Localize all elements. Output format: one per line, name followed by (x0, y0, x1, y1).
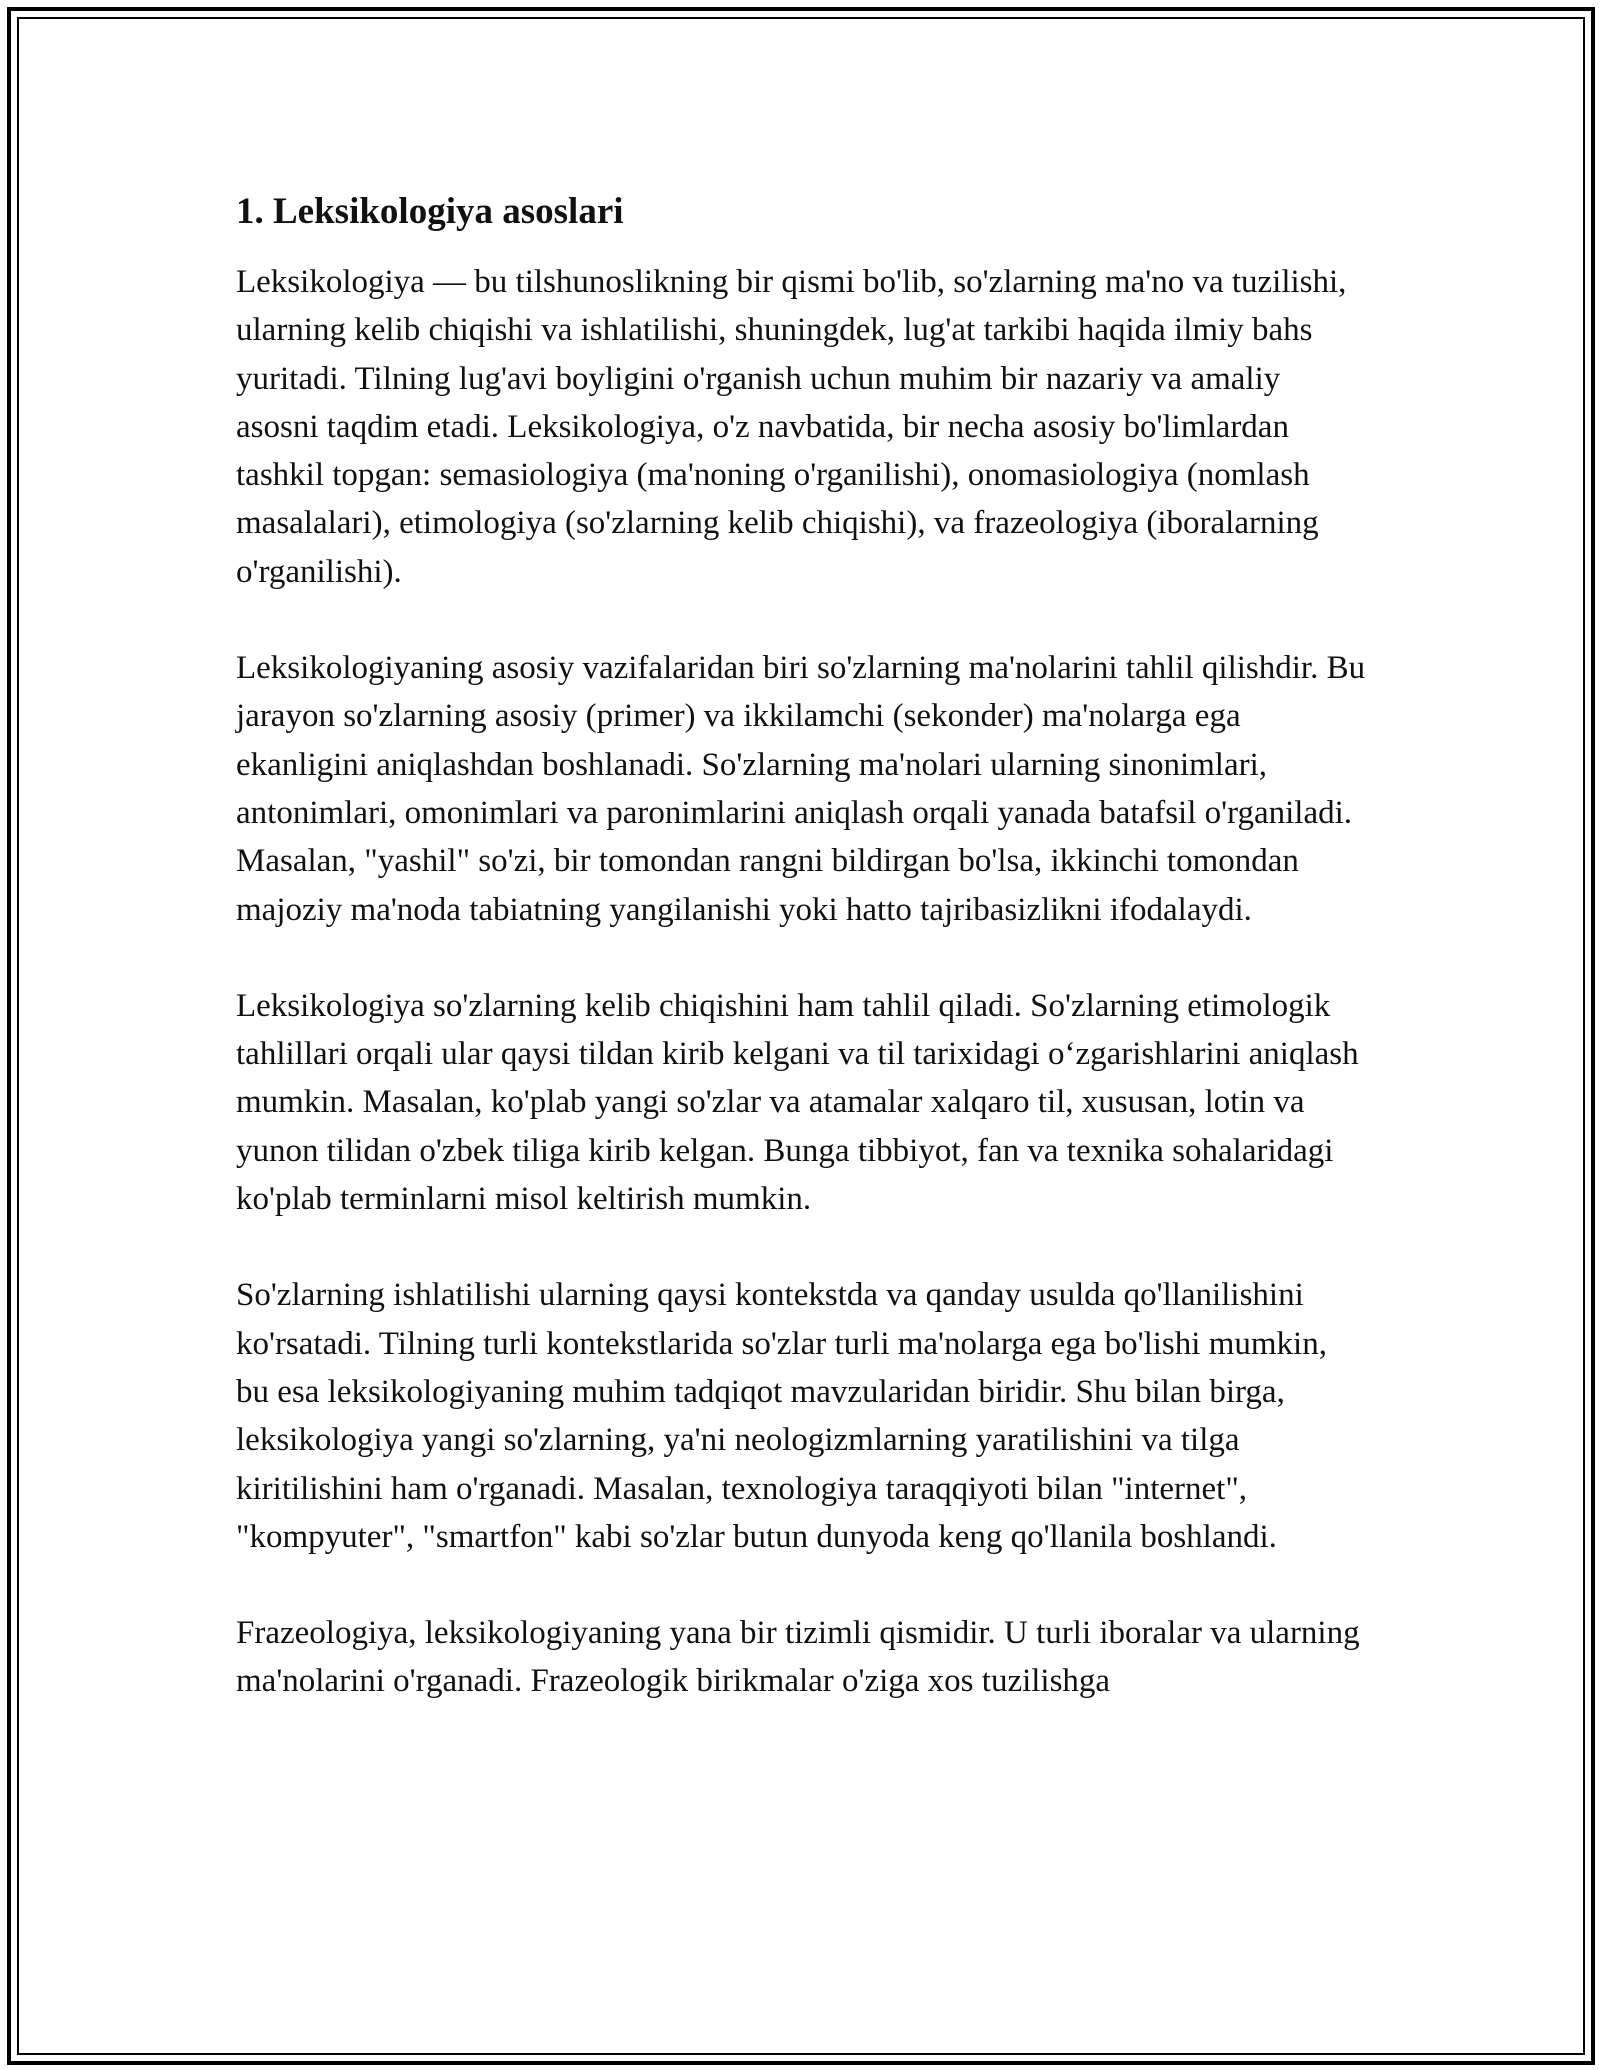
paragraph-2: Leksikologiyaning asosiy vazifalaridan biri so'zlarning ma'nolarini tahlil qilishdir. Bu jarayon so'zlarning asosiy (primer) va ikkilamchi (sekonder) ma'nolarga ega ekanligini aniqlashdan boshlanadi. So'zlarning ma'nolari ularning sinonimlari, antonimlari, omonimlari va paronimlarini aniqlash orqali yanada batafsil o'rganiladi. Masalan, "yashil" so'zi, bir tomondan rangni bildirgan bo'lsa, ikkinchi tomondan majoziy ma'noda tabiatning yangilanishi yoki hatto tajribasizlikni ifodalaydi. (236, 650, 1366, 928)
paragraph-4: So'zlarning ishlatilishi ularning qaysi kontekstda va qanday usulda qo'llanilishini ko'rsatadi. Tilning turli kontekstlarida so'zlar turli ma'nolarga ega bo'lishi mumkin, bu esa leksikologiyaning muhim tadqiqot mavzularidan biridir. Shu bilan birga, leksikologiya yangi so'zlarning, ya'ni neologizmlarning yaratilishini va tilga kiritilishini ham o'rganadi. Masalan, texnologiya taraqqiyoti bilan "internet", "kompyuter", "smartfon" kabi so'zlar butun dunyoda keng qo'llanila boshlandi. (236, 1277, 1327, 1555)
paragraph-3: Leksikologiya so'zlarning kelib chiqishini ham tahlil qiladi. So'zlarning etimologik tahlillari orqali ular qaysi tildan kirib kelgani va til tarixidagi o‘zgarishlarini aniqlash mumkin. Masalan, ko'plab yangi so'zlar va atamalar xalqaro til, xususan, lotin va yunon tilidan o'zbek tiliga kirib kelgan. Bunga tibbiyot, fan va texnika sohalaridagi ko'plab terminlarni misol keltirish mumkin. (236, 987, 1359, 1218)
paragraph-1: Leksikologiya — bu tilshunoslikning bir qismi bo'lib, so'zlarning ma'no va tuzilishi, ularning kelib chiqishi va ishlatilishi, shuningdek, lug'at tarkibi haqida ilmiy bahs yuritadi. Tilning lug'avi boyligini o'rganish uchun muhim bir nazariy va amaliy asosni taqdim etadi. Leksikologiya, o'z navbatida, bir necha asosiy bo'limlardan tashkil topgan: semasiologiya (ma'noning o'rganilishi), onomasiologiya (nomlash masalalari), etimologiya (so'zlarning kelib chiqishi), va frazeologiya (iboralarning o'rganilishi). (236, 264, 1347, 590)
document-body (236, 188, 1366, 1754)
paragraph-5: Frazeologiya, leksikologiyaning yana bir tizimli qismidir. U turli iboralar va ularning ma'nolarini o'rganadi. Frazeologik birikmalar o'ziga xos tuzilishga (236, 1615, 1360, 1700)
section-heading: 1. Leksikologiya asoslari (236, 191, 624, 232)
